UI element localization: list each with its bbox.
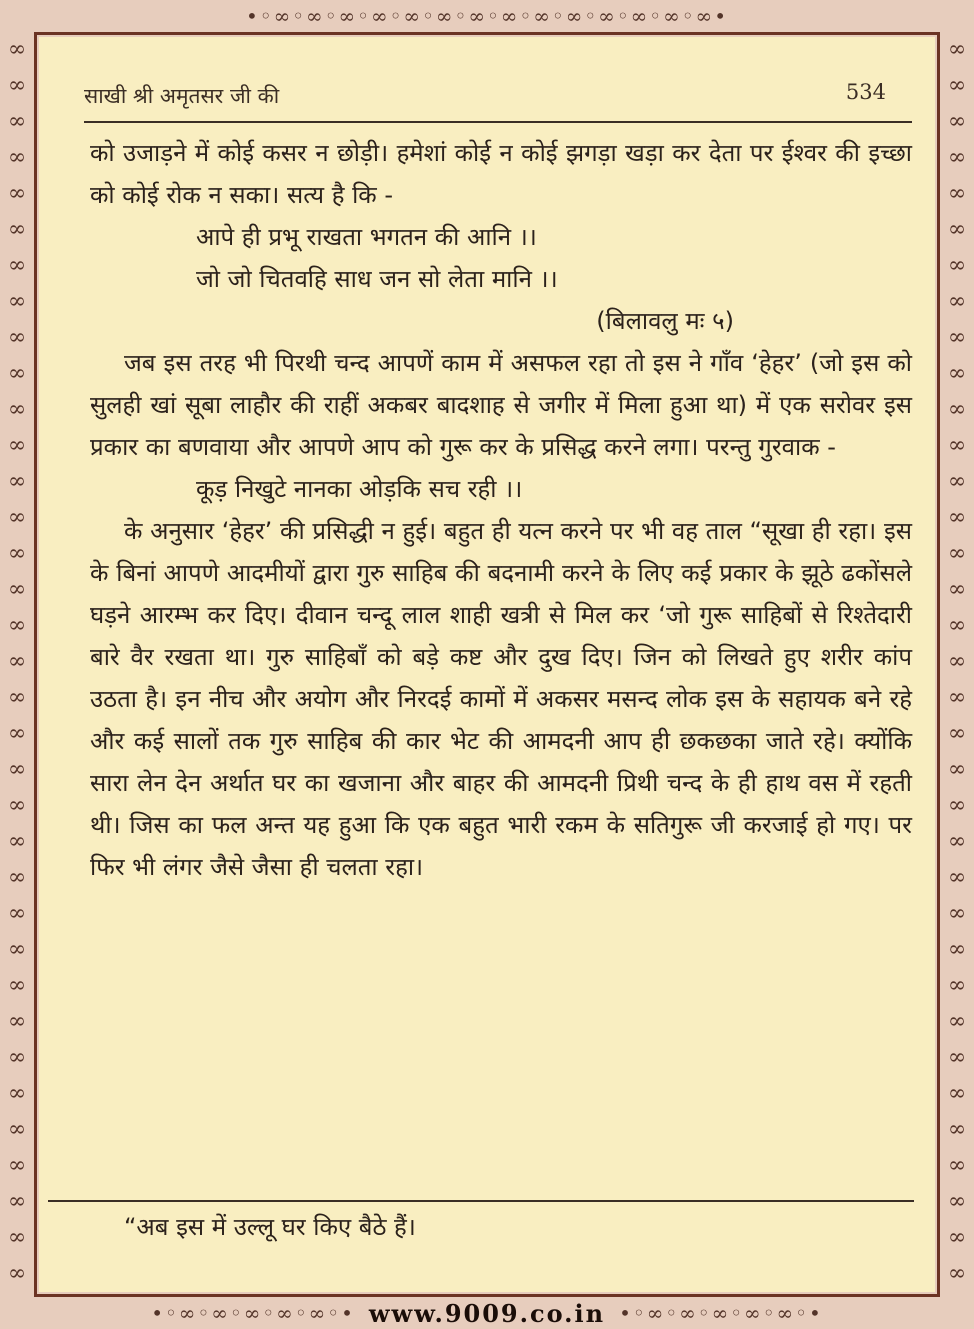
header-rule xyxy=(84,121,912,123)
verse-1-line-2: जो जो चितवहि साध जन सो लेता मानि ।। xyxy=(196,265,558,293)
footnote: “अब इस में उल्लू घर किए बैठे हैं। xyxy=(124,1213,416,1241)
footnote-rule xyxy=(48,1200,914,1202)
ornament-top: •◦∞◦∞◦∞◦∞◦∞◦∞◦∞◦∞◦∞◦∞◦∞◦∞◦∞◦∞• xyxy=(246,4,728,28)
page-number: 534 xyxy=(845,80,886,104)
body-text xyxy=(90,132,912,888)
running-header: साखी श्री अमृतसर जी की xyxy=(84,84,280,108)
verse-2: कूड़ निखुटे नानका ओड़कि सच रही ।। xyxy=(196,475,523,503)
ornament-left: ∞∞∞∞∞∞∞∞∞∞∞∞∞∞∞∞∞∞∞∞∞∞∞∞∞∞∞∞∞∞∞∞∞∞∞ xyxy=(7,37,27,1286)
citation-1: (बिलावलु मः ५) xyxy=(596,307,734,335)
book-page xyxy=(34,32,940,1297)
ornament-bottom-left: •◦∞◦∞◦∞◦∞◦∞◦• xyxy=(151,1301,355,1325)
verse-1-line-1: आपे ही प्रभू राखता भगतन की आनि ।। xyxy=(196,223,537,251)
paragraph-3: के अनुसार ‘हेहर’ की प्रसिद्धी न हुई। बहुत ही यत्न करने पर भी वह ताल “सूखा ही रहा। इस के बिनां आपणे आदमीयों द्वारा गुरु साहिब की बदनामी करने के लिए कई प्रकार के झूठे ढकोंसले घड़ने आरम्भ कर दिए। दीवान चन्दू लाल शाही खत्री से मिल कर ‘जो गुरू साहिबों से रिश्तेदारी बारे वैर रखता था। गुरु साहिबाँ को बड़े कष्ट और दुख दिए। जिन को लिखते हुए शरीर कांप उठता है। इन नीच और अयोग और निरदई कामों में अकसर मसन्द लोक इस के सहायक बने रहे और कई सालों तक गुरु साहिब की कार भेट की आमदनी आप ही छकछका जाते रहे। क्योंकि सारा लेन देन अर्थात घर का खजाना और बाहर की आमदनी प्रिथी चन्द के ही हाथ वस में रहती थी। जिस का फल अन्त यह हुआ कि एक बहुत भारी रकम के सतिगुरू जी करजाई हो गए। पर फिर भी लंगर जैसे जैसा ही चलता रहा। xyxy=(90,517,912,881)
ornament-right: ∞∞∞∞∞∞∞∞∞∞∞∞∞∞∞∞∞∞∞∞∞∞∞∞∞∞∞∞∞∞∞∞∞∞∞ xyxy=(947,37,967,1286)
border-bottom xyxy=(0,1297,974,1329)
ornament-bottom-right: •◦∞◦∞◦∞◦∞◦∞◦• xyxy=(619,1301,823,1325)
border-right xyxy=(940,32,974,1297)
site-url[interactable]: www.9009.co.in xyxy=(355,1299,619,1328)
paragraph-1: को उजाड़ने में कोई कसर न छोड़ी। हमेशां कोई न कोई झगड़ा खड़ा कर देता पर ईश्वर की इच्छा को कोई रोक न सका। सत्य है कि - xyxy=(90,139,912,209)
paragraph-2: जब इस तरह भी पिरथी चन्द आपणें काम में असफल रहा तो इस ने गाँव ‘हेहर’ (जो इस को सुलही खां सूबा लाहौर की राहीं अकबर बादशाह से जगीर में मिला हुआ था) में एक सरोवर इस प्रकार का बणवाया और आपणे आप को गुरू कर के प्रसिद्ध करने लगा। परन्तु गुरवाक - xyxy=(90,349,912,461)
border-left xyxy=(0,32,34,1297)
border-top xyxy=(0,0,974,32)
